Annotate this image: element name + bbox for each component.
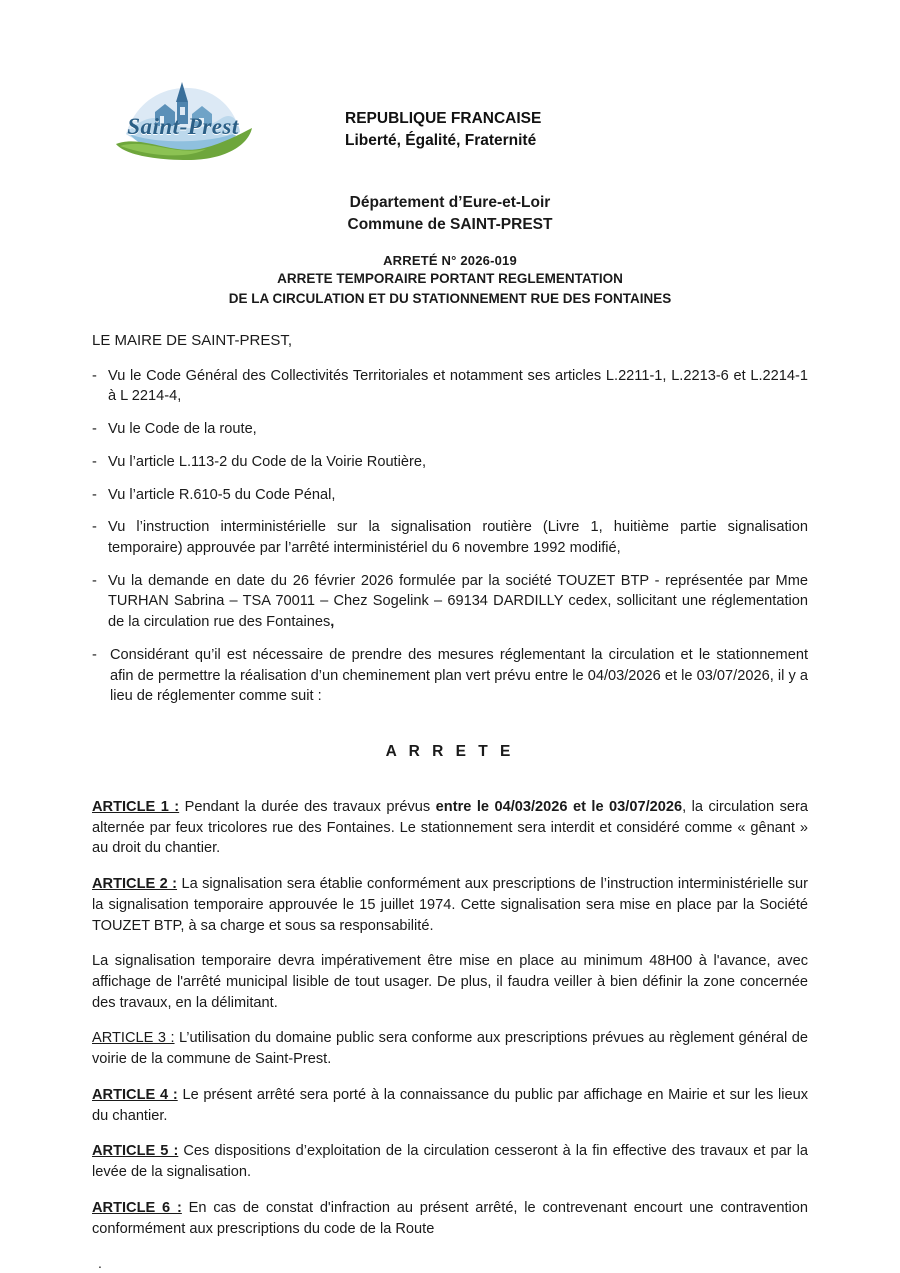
title-block — [0, 192, 900, 308]
article-3-label: ARTICLE 3 : — [92, 1030, 175, 1047]
article-1 — [92, 797, 808, 859]
article-4-text: Le présent arrêté sera porté à la connaissance du public par affichage en Mairie et sur les lieux du chantier. — [92, 1086, 808, 1124]
article-1-text-after: , la circulation sera alternée par feux tricolores rue des Fontaines. Le stationnement sera interdit et considéré comme « gênant » au droit du chantier. — [92, 799, 808, 857]
commune-logo — [108, 72, 258, 160]
list-item — [92, 419, 808, 440]
republic-line-1: REPUBLIQUE FRANCAISE — [345, 110, 542, 127]
article-1-dates: entre le 04/03/2026 et le 03/07/2026 — [435, 799, 683, 816]
vu-list — [92, 366, 808, 707]
arrete-subtitle-line-1: ARRETE TEMPORAIRE PORTANT REGLEMENTATION — [277, 270, 623, 286]
article-6-text: En cas de constat d'infraction au présent arrêté, le contrevenant encourt une contravention conformément aux prescriptions du code de la Route — [92, 1199, 808, 1237]
document-body — [0, 330, 900, 1273]
vu-demande-text — [108, 571, 808, 633]
article-5-label: ARTICLE 5 : — [92, 1143, 179, 1160]
commune-line: Commune de SAINT-PREST — [347, 216, 553, 234]
list-item — [92, 517, 808, 558]
article-2-paragraph-2: La signalisation temporaire devra impérativement être mise en place au minimum 48H00 à l'avance, avec affichage de l'arrêté municipal lisible de tout usager. De plus, il faudra veiller à bien définir la zone concernée des travaux, en la délimitant. — [92, 953, 808, 1011]
article-3 — [92, 1028, 808, 1069]
trailing-dot: . — [98, 1255, 102, 1272]
vu-text: Vu le Code de la route, — [108, 421, 257, 438]
article-6-label: ARTICLE 6 : — [92, 1199, 182, 1216]
list-item — [92, 485, 808, 506]
article-5 — [92, 1141, 808, 1182]
list-item — [92, 452, 808, 473]
vu-demande-bold-end: , — [330, 614, 335, 631]
vu-demande-body: Vu la demande en date du 26 février 2026 formulée par la société TOUZET BTP - représentée par Mme TURHAN Sabrina – TSA 70011 – Chez Sogelink – 69134 DARDILLY cedex, sollicitant une réglementation de la circulation rue des Fontaines — [108, 572, 808, 631]
dash-marker: - — [92, 421, 97, 438]
dash-marker: - — [92, 646, 97, 663]
list-item — [92, 366, 808, 407]
article-4-label: ARTICLE 4 : — [92, 1086, 178, 1103]
dash-marker: - — [92, 486, 97, 503]
article-2-label: ARTICLE 2 : — [92, 876, 178, 893]
republic-line-2: Liberté, Égalité, Fraternité — [345, 132, 537, 150]
article-5-text: Ces dispositions d’exploitation de la circulation cesseront à la fin effective des travaux et par la levée de la signalisation. — [92, 1143, 808, 1181]
department-line: Département d’Eure-et-Loir — [349, 194, 551, 211]
article-1-label: ARTICLE 1 : — [92, 799, 180, 816]
logo-wordmark: Saint-Prest — [127, 114, 239, 139]
document-header — [0, 0, 900, 170]
vu-text: Vu le Code Général des Collectivités Territoriales et notamment ses articles L.2211-1, L.2213-6 et L.2214-1 à L 2214-4, — [108, 367, 808, 405]
dash-marker: - — [92, 572, 97, 589]
article-1-text-before: Pendant la durée des travaux prévus — [179, 799, 436, 816]
article-2-text-after: Cette signalisation sera mise en place par la Société TOUZET BTP, à sa charge et sous sa responsabilité. — [92, 896, 809, 934]
republic-heading — [345, 108, 541, 153]
arrete-subtitle-line-2: DE LA CIRCULATION ET DU STATIONNEMENT RUE DES FONTAINES — [228, 291, 672, 307]
dash-marker: - — [92, 519, 97, 536]
vu-text: Vu l’article L.113-2 du Code de la Voirie Routière, — [108, 453, 427, 470]
considerant-text: Considérant qu’il est nécessaire de prendre des mesures réglementant la circulation et le stationnement afin de permettre la réalisation d’un cheminement plan vert prévu entre le 04/03/2026 et le 03/07/2026, il y a lieu de réglementer comme suit : — [110, 646, 808, 705]
dash-marker: - — [92, 367, 97, 384]
article-2-text-before: La signalisation sera établie conformément aux prescriptions de l’instruction interministérielle sur la signalisation temporaire approuvée le 15 juillet 1974. — [92, 876, 808, 913]
article-4 — [92, 1085, 808, 1126]
arrete-number: ARRETÉ N° 2026-019 — [383, 252, 517, 268]
article-2 — [92, 874, 808, 936]
vu-text: Vu l’instruction interministérielle sur la signalisation routière (Livre 1, huitième partie signalisation temporaire) approuvée par l’arrêté interministériel du 6 novembre 1992 modifié, — [108, 519, 808, 556]
arrete-keyword: A R R E T E — [385, 743, 515, 761]
mayor-line: LE MAIRE DE SAINT-PREST, — [92, 332, 293, 350]
dash-marker: - — [92, 453, 97, 470]
vu-text: Vu l’article R.610-5 du Code Pénal, — [108, 486, 336, 503]
list-item-demande — [92, 571, 808, 633]
article-3-text: L’utilisation du domaine public sera conforme aux prescriptions prévues au règlement général de voirie de la commune de Saint-Prest. — [92, 1030, 808, 1068]
article-6 — [92, 1198, 808, 1239]
list-item-considerant — [92, 645, 808, 707]
